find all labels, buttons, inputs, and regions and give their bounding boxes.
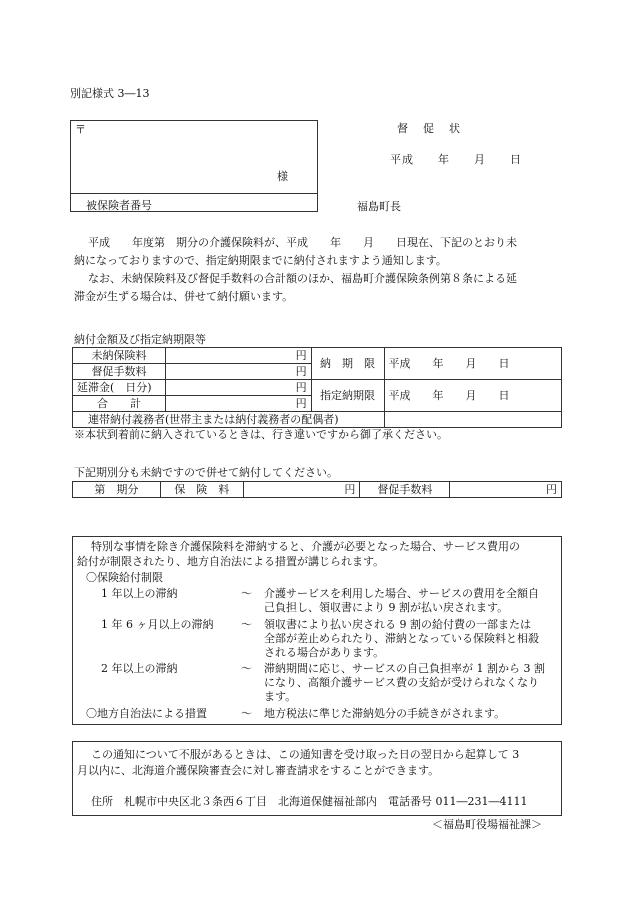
reminder-fee-yen: 円: [165, 364, 311, 380]
due-value: 平成 年 月 日: [384, 348, 561, 380]
intro-line-1: 平成 年度第 期分の介護保険料が、平成 年 月 日現在、下記のとおり未: [88, 236, 517, 249]
joint-obligor-value: [384, 412, 561, 428]
restriction-intro-line-1: 特別な事情を除き介護保険料を滞納すると、介護が必要となった場合、サービス費用の: [91, 540, 520, 553]
fee-label: 督促手数料: [360, 482, 450, 498]
appeal-address-line: 住所 札幌市中央区北３条西６丁目 北海道保健福祉部内 電話番号 011―231―4111: [91, 795, 528, 808]
restriction-text-2c: される場合があります。: [264, 646, 385, 659]
unpaid-premium-label: 未納保険料: [73, 348, 166, 364]
restriction-term-2: 1 年 6 ヶ月以上の滞納: [101, 618, 214, 631]
issuer: 福島町長: [357, 200, 401, 213]
restriction-text-1a: 介護サービスを利用した場合、サービスの費用を全額自: [264, 587, 539, 600]
period-label: 第 期分: [73, 482, 161, 498]
insured-number-label: 被保険者番号: [86, 199, 152, 212]
payment-section-title: 納付金額及び指定納期限等: [74, 333, 206, 346]
notice-title: 督 促 状: [397, 122, 462, 135]
designated-due-value: 平成 年 月 日: [384, 380, 561, 412]
total-yen: 円: [165, 396, 311, 412]
benefit-restriction-heading: 〇保険給付制限: [86, 571, 163, 584]
issue-date: 平成 年 月 日: [390, 153, 522, 166]
due-label: 納 期 限: [311, 348, 384, 380]
footer-office: ＜福島町役場福祉課＞: [432, 818, 542, 831]
restriction-text-1b: 己負担し、領収書により 9 割が払い戻されます。: [264, 601, 509, 614]
intro-line-3: なお、未納保険料及び督促手数料の合計額のほか、福島町介護保険条例第８条による延: [88, 272, 517, 285]
address-box: [70, 120, 318, 212]
tilde-separator: ～: [241, 662, 252, 675]
restriction-text-2a: 領収書により払い戻される 9 割の給付費の一部または: [264, 618, 531, 631]
tilde-separator: ～: [241, 707, 252, 720]
intro-line-2: 納になっておりますので、指定納期限までに納付されますよう通知します。: [74, 254, 447, 267]
honorific: 様: [277, 170, 288, 183]
late-fee-label: 延滞金( 日分): [73, 380, 166, 396]
local-measure-term: 〇地方自治法による措置: [86, 707, 207, 720]
premium-yen: 円: [243, 482, 360, 498]
joint-obligor-label: 連帯納付義務者(世帯主または納付義務者の配偶者): [73, 412, 385, 428]
local-measure-text: 地方税法に準じた滞納処分の手続きがされます。: [264, 707, 506, 720]
restriction-text-3c: ます。: [264, 690, 297, 703]
restriction-box: [72, 536, 562, 725]
premium-label: 保 険 料: [160, 482, 243, 498]
late-fee-yen: 円: [165, 380, 311, 396]
unpaid-periods-table: [72, 481, 562, 498]
fee-yen: 円: [450, 482, 562, 498]
unpaid-premium-yen: 円: [165, 348, 311, 364]
payment-note: ※本状到着前に納入されているときは、行き違いですから御了承ください。: [74, 428, 448, 441]
restriction-term-1: 1 年以上の滞納: [101, 587, 178, 600]
tilde-separator: ～: [241, 618, 252, 631]
reminder-fee-label: 督促手数料: [73, 364, 166, 380]
form-number: 別記様式 3―13: [70, 87, 150, 100]
payment-table: [72, 347, 562, 428]
appeal-line-1: この通知について不服があるときは、この通知書を受け取った日の翌日から起算して 3: [91, 748, 520, 761]
appeal-box: [72, 741, 562, 816]
restriction-text-2b: 全部が差止められたり、滞納となっている保険料と相殺: [264, 632, 539, 645]
restriction-term-3: 2 年以上の滞納: [101, 662, 178, 675]
intro-line-4: 滞金が生ずる場合は、併せて納付願います。: [74, 290, 294, 303]
total-label: 合 計: [73, 396, 166, 412]
restriction-text-3a: 滞納期間に応じ、サービスの自己負担率が 1 割から 3 割: [264, 662, 545, 675]
designated-due-label: 指定納期限: [311, 380, 384, 412]
unpaid-section-title: 下記期別分も未納ですので併せて納付してください。: [74, 466, 338, 479]
restriction-intro-line-2: 給付が制限されたり、地方自治法による措置が講じられます。: [77, 555, 385, 568]
postal-mark: 〒: [75, 123, 86, 136]
restriction-text-3b: になり、高額介護サービス費の支給が受けられなくなり: [264, 676, 539, 689]
appeal-line-2: 月以内に、北海道介護保険審査会に対し審査請求をすることができます。: [77, 764, 440, 777]
tilde-separator: ～: [241, 587, 252, 600]
